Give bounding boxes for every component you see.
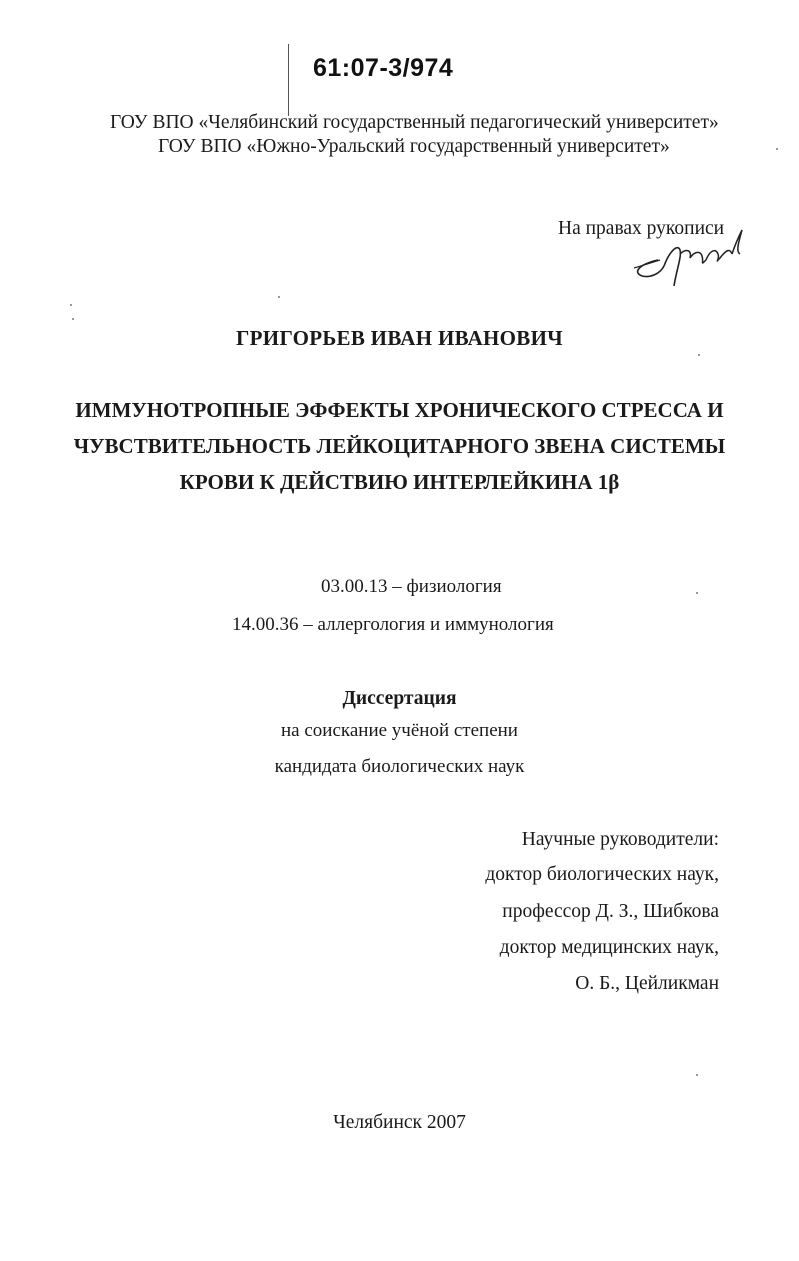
supervisor-line-2: профессор Д. З., Шибкова (502, 901, 719, 922)
supervisor-line-3: доктор медицинских наук, (499, 937, 719, 958)
scan-speck (696, 592, 698, 594)
title-line-3: КРОВИ К ДЕЙСТВИЮ ИНТЕРЛЕЙКИНА 1β (179, 470, 620, 494)
scan-speck (698, 354, 700, 356)
degree-line-1: на соискание учёной степени (281, 720, 518, 741)
stamp-margin-line (288, 44, 289, 116)
degree-line-2: кандидата биологических наук (274, 756, 525, 777)
scan-speck (278, 296, 280, 298)
supervisor-line-1: доктор биологических наук, (485, 864, 719, 885)
dissertation-title (0, 392, 799, 500)
specialty-1: 03.00.13 – физиология (321, 576, 502, 597)
institution-line-2: ГОУ ВПО «Южно-Уральский государственный университет» (158, 136, 670, 157)
author-name: ГРИГОРЬЕВ ИВАН ИВАНОВИЧ (236, 326, 563, 350)
title-line-1: ИММУНОТРОПНЫЕ ЭФФЕКТЫ ХРОНИЧЕСКОГО СТРЕССА И (75, 398, 724, 422)
supervisor-line-4: О. Б., Цейликман (575, 973, 719, 994)
catalog-stamp: 61:07-3/974 (313, 54, 454, 82)
supervisors-heading: Научные руководители: (521, 829, 719, 850)
handwritten-signature (620, 220, 750, 290)
city-year: Челябинск 2007 (333, 1112, 466, 1133)
rights-note: На правах рукописи (558, 218, 725, 239)
dissertation-label: Диссертация (342, 688, 457, 709)
institution-line-1: ГОУ ВПО «Челябинский государственный педагогический университет» (110, 112, 719, 133)
scan-speck (70, 304, 72, 306)
scan-speck (696, 1074, 698, 1076)
specialty-2: 14.00.36 – аллергология и иммунология (232, 614, 554, 635)
scan-speck (72, 318, 74, 320)
title-line-2: ЧУВСТВИТЕЛЬНОСТЬ ЛЕЙКОЦИТАРНОГО ЗВЕНА СИСТЕМЫ (73, 434, 726, 458)
scan-speck (776, 148, 778, 150)
